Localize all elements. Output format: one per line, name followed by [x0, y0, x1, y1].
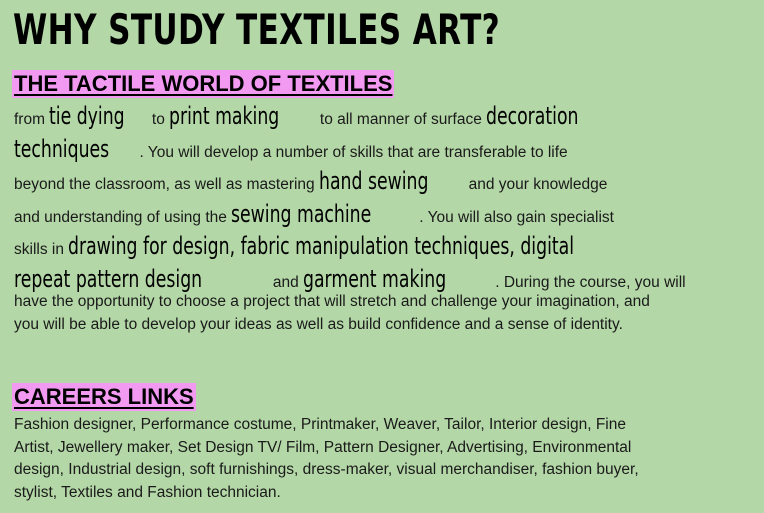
careers-list: Fashion designer, Performance costume, Printmaker, Weaver, Tailor, Interior design, Fine Artist, Jewellery maker, Set Design TV/ Film, Pattern Designer, Advertising, Environmental design, Industrial design, soft furnishings, dress-maker, visual merchandiser, fashion buyer, stylist, Textiles and Fashion technician.: [14, 416, 639, 501]
intro-text: . You will also gain specialist: [419, 208, 614, 226]
intro-line: [14, 104, 650, 137]
keyword: repeat pattern design: [14, 264, 203, 293]
intro-line: [14, 199, 650, 235]
intro-text: to all manner of surface: [315, 111, 487, 128]
keyword: drawing for design, fabric manipulation techniques, digital: [68, 232, 575, 260]
intro-text: from: [14, 111, 50, 128]
intro-paragraph: [14, 102, 686, 299]
section-heading-tactile-world: THE TACTILE WORLD OF TEXTILES: [14, 71, 393, 96]
keyword: hand sewing: [318, 167, 429, 195]
page-title: WHY STUDY TEXTILES ART?: [13, 5, 501, 54]
keyword: decoration: [486, 102, 579, 130]
keyword: techniques: [14, 134, 110, 163]
intro-line: [14, 169, 650, 202]
intro-text: skills in: [14, 241, 69, 258]
intro-line: [14, 234, 650, 267]
intro-text: . During the course, you will: [495, 273, 686, 291]
keyword: tie dying: [49, 102, 125, 130]
intro-paragraph-continued: have the opportunity to choose a project that will stretch and challenge your imagination, and you will be able to develop your ideas as well as build confidence and a sense of identity.: [14, 293, 650, 333]
keyword: print making: [169, 102, 280, 130]
intro-text: to: [147, 111, 170, 128]
intro-text: and your knowledge: [464, 176, 608, 193]
intro-text: beyond the classroom, as well as mastering: [14, 176, 319, 193]
intro-line: [14, 134, 650, 170]
section-heading-careers: CAREERS LINKS: [14, 384, 194, 409]
keyword: garment making: [303, 264, 447, 293]
keyword: sewing machine: [231, 199, 372, 228]
intro-text: and understanding of using the: [14, 208, 232, 226]
intro-text: and: [268, 273, 304, 291]
intro-text: . You will develop a number of skills that are transferable to life: [139, 143, 568, 161]
